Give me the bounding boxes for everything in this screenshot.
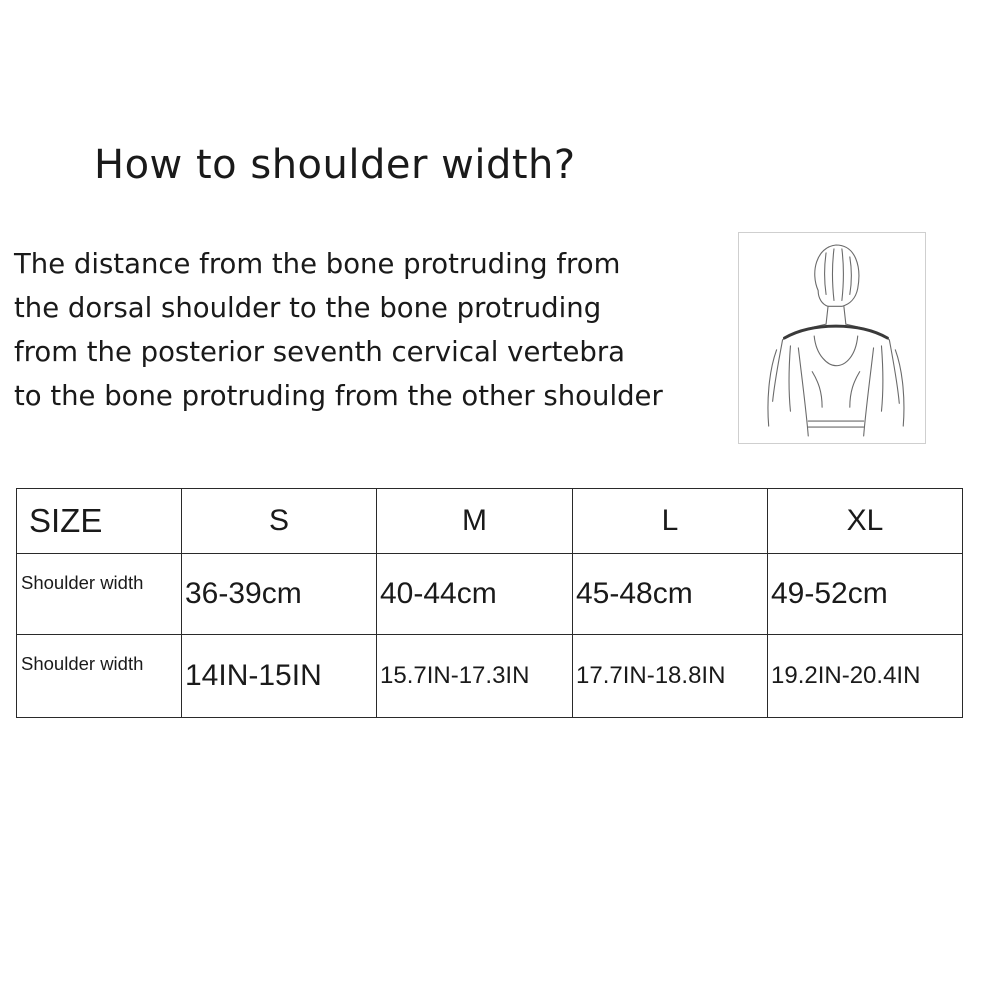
table-cell: 40-44cm — [377, 554, 573, 635]
description-line: the dorsal shoulder to the bone protruding — [14, 292, 602, 324]
size-m-header: M — [377, 489, 573, 554]
table-cell: 17.7IN-18.8IN — [573, 635, 768, 718]
description-line: to the bone protruding from the other shoulder — [14, 380, 663, 412]
row-label: Shoulder width — [17, 635, 182, 718]
woman-back-sketch-icon — [739, 233, 925, 443]
table-cell: 14IN-15IN — [182, 635, 377, 718]
size-l-header: L — [573, 489, 768, 554]
table-cell: 49-52cm — [768, 554, 963, 635]
table-row — [17, 554, 963, 635]
size-chart-table — [16, 488, 963, 718]
row-label: Shoulder width — [17, 554, 182, 635]
table-row — [17, 635, 963, 718]
measurement-description — [14, 242, 739, 418]
shoulder-measurement-illustration — [738, 232, 926, 444]
size-header-cell: SIZE — [17, 489, 182, 554]
table-cell: 36-39cm — [182, 554, 377, 635]
description-line: from the posterior seventh cervical vertebra — [14, 336, 625, 368]
table-cell: 19.2IN-20.4IN — [768, 635, 963, 718]
table-cell: 15.7IN-17.3IN — [377, 635, 573, 718]
table-cell: 45-48cm — [573, 554, 768, 635]
description-line: The distance from the bone protruding from — [14, 248, 621, 280]
table-header-row — [17, 489, 963, 554]
size-s-header: S — [182, 489, 377, 554]
size-xl-header: XL — [768, 489, 963, 554]
page-title: How to shoulder width? — [94, 142, 576, 188]
